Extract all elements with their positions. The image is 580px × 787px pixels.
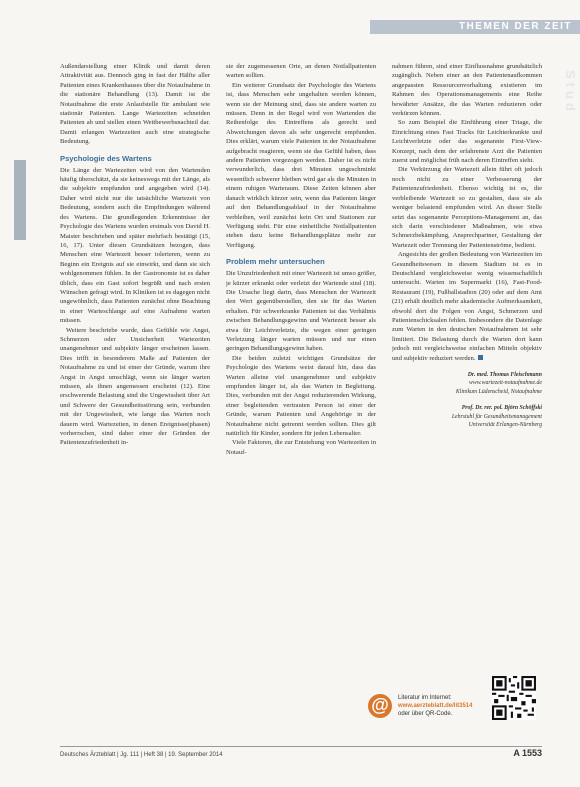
author-name: Prof. Dr. rer. pol. Björn Schöffski (461, 405, 542, 412)
paragraph: Die Länge der Wartezeiten wird von den Wartenden häufig überschätzt, da sie keineswegs mit der Länge, als die subjektiv empfunden und angegeben wird (14). Daher wird nicht nur die tatsächliche Wartezeit von Bedeutung, sondern auch die Empfindungen während des Wartens. Die grundlegenden Erkenntnisse der Psychologie des Wartens wurden erstmals von David H. Maister beschrieben und später mehrfach bestätigt (15, 16, 17). Unter diesen Grundsätzen bezogen, dass Menschen eine Wartezeit besser tolerieren, wenn zu Beginn ein Ereignis auf sie einwirkt, und dann sie sich wohlgenommen fühlen. In der Gastronomie ist es daher üblich, dass ein Gast sofort begrüßt und nach ersten Wünschen gefragt wird. In Kliniken ist es dagegen nicht ungewöhnlich, dass Patienten zunächst ohne Beachtung in einer Warteschlange auf eine Aufnahme warten müssen. (60, 166, 210, 325)
literature-box (368, 690, 538, 726)
author-affiliation: Universität Erlangen-Nürnberg (468, 422, 542, 429)
paragraph-text: Angesichts der großen Bedeutung von Wartezeiten im Gesundheitswesen in diesem Stadium ist es in Deutschland vergleichsweise wenig wissenschaftlich untersucht. Warten im Supermarkt (16), Fast-Food-Restaurant (19), Fußballstadion (20) oder auf dem Amt (21) erhält deutlich mehr akademische Aufmerksamkeit, obwohl dort die Folgen von Angst, Schmerzen und Patientenschicksalen fehlen. Insbesondere die Datenlage zum Warten in den deutschen Notaufnahmen ist sehr limitiert. Die Belastung durch die Warten dort kann jedoch mit vergleichsweise einfachen Mitteln objektiv und subjektiv reduziert werden. (392, 251, 542, 362)
page-footer (60, 746, 542, 763)
paragraph: Weitere beschriebe wurde, dass Gefühle wie Angst, Schmerzen oder Unsicherheit Wartezeiten unangenehmer und subjektiv länger erscheinen lassen. Dies trifft in besonderem Maße auf Patienten der Notaufnahme zu und ist einer der Gründe, warum ihre Angst in Angst umschlägt, wenn sie länger warten müssen, als ihnen angemessen erscheint (12). Eine erschwerende Belastung sind die Ungewissheit über Art und Schwere der Gesundheitsstörung sein, verbunden mit der Ungewissheit, wie lange das Warten noch dauern wird. Wartezeiten, in denen Ereignisse(phasen) vorherrschen, sind daher einer der Gründen der Patientenzufriedenheit in- (60, 326, 210, 447)
author-signature-2 (392, 404, 542, 429)
column-1 (60, 62, 210, 734)
author-signature-1 (392, 371, 542, 396)
page-header (0, 0, 580, 40)
paragraph: Die Unzufriedenheit mit einer Wartezeit ist umso größer, je kürzer erkrankt oder verletzt der Wartende sind (18). Die Ursache liegt darin, dass Menschen der Wartezeit den Wert gegenüberstellen, den sie für das Warten erhalten. Für schwerkranke Patienten ist das Verhältnis zwischen Behandlungsgewinn und Wartezeit besser als etwa für Leichtverletzte, die wegen einer geringen Verletzung länger warten müssen und nur einen geringen Behandlungsgewinn haben. (226, 270, 376, 353)
section-title: THEMEN DER ZEIT (458, 21, 572, 32)
section-heading-problem: Problem mehr untersuchen (226, 257, 325, 267)
literature-label: Literatur im Internet: (398, 695, 452, 701)
column-3 (392, 62, 542, 734)
paragraph: Außendarstellung einer Klinik und damit deren Attraktivität aus. Dennoch ging in fast der Hälfte aller Patienten eines Krankenhauses über die Notaufnahme in die stationäre Behandlung (13). Damit ist die Notaufnahme die erste Anlaufstelle für ambulant wie stationär Patienten. Lange Wartezeiten schneiden Patienten ab und stellen einen Wettbewerbsnachteil dar. Damit erlangen Wartezeiten auch eine strategische Bedeutung. (60, 63, 210, 146)
side-watermark: Stud (563, 70, 578, 115)
paragraph (392, 250, 542, 363)
qr-code-icon[interactable] (492, 676, 536, 720)
column-2 (226, 62, 376, 734)
paragraph: Die beiden zuletzt wichtigen Grundsätze der Psychologie des Wartens weist darauf hin, dass das Warten alleine viel unangenehmer und subjektiv empfunden länger ist, als das Warten in Begleitung. Dies, verbunden mit der Angst reduzierenden Wirkung, einer begleitenden vertrauten Person ist einer der Gründe, warum Patienten und Angehörige in der Notaufnahme nicht getrennt werden sollten. Dies gilt natürlich für Kinder, sondern für jeden Lebensalter. (226, 354, 376, 438)
literature-link[interactable]: www.aerzteblatt.de/lit3514 (398, 703, 473, 709)
author-affiliation: Klinikum Lüdenscheid, Notaufnahme (455, 388, 542, 395)
literature-text (398, 694, 486, 718)
author-affiliation: Lehrstuhl für Gesundheitsmanagement (451, 413, 542, 420)
paragraph: So zum Beispiel die Einführung einer Triage, die Einrichtung eines Fast Tracks für Leichterkrankte und Leichtverletzte oder das sogenannte First-View-Konzept, nach dem der erfahrenste Arzt die Patienten zuerst und möglichst früh nach deren Eintreffen sieht. (392, 119, 542, 165)
paragraph: Die Verkürzung der Wartezeit allein führt oft jedoch noch nicht zu einer Verbesserung der Patientenzufriedenheit. Ebenso wichtig ist es, die verbleibende Wartezeit so zu gestalten, dass sie als weniger belastend empfunden wird. An dieser Stelle setzt das sogenannte Perceptions-Management an, das sich darin verschiedener Maßnahmen, wie etwa Schmerzbekämpfung, Ansprechpartner, Gestaltung der Wartezeit oder Trennung der Patientenströme, bedient. (392, 166, 542, 249)
page-number: A 1553 (513, 748, 542, 758)
end-of-article-mark (478, 355, 483, 360)
section-heading-psychology: Psychologie des Wartens (60, 153, 152, 163)
paragraph: Viele Faktoren, die zur Entstehung von Wartezeiten in Notauf- (226, 439, 376, 456)
literature-note: oder über QR-Code. (398, 711, 453, 717)
at-icon: @ (368, 694, 392, 718)
article-body (60, 62, 542, 734)
author-affiliation: www.wartezeit-notaufnahme.de (469, 380, 542, 387)
paragraph: sie der zugemessenen Orte, an denen Notfallpatienten warten sollten. (226, 63, 376, 80)
binding-tab (14, 160, 26, 240)
author-name: Dr. med. Thomas Fleischmann (467, 372, 542, 378)
journal-citation: Deutsches Ärzteblatt | Jg. 111 | Heft 38 | 19. September 2014 (60, 752, 223, 758)
paragraph: Ein weiterer Grundsatz der Psychologie des Wartens ist, dass Menschen sehr ungehalten werden können, wenn sie der Meinung sind, dass sie andere warten zu müssen. Denn in der Regel wird von Wartenden die Reihenfolge des Eintreffens als gerecht und Abweichungen davon als sehr ungerecht empfunden. Dies erklärt, warum viele Patienten in der Notaufnahme aufgebracht reagieren, wenn sie das Gefühl haben, dass andere Patienten vorgezogen werden. Daher ist es nicht verwunderlich, dass drei Minuten ungeschminkt wesentlich schwerer bleiben wird gar als die Minuten in einem ruhigen Warteraum. Diese Zeiten können aber danach wirklich kürzer sein, wenn das Patienten länger auf den Behandlungsablauf in der Notaufnahme verbleiben, weil zunächst kein Ort und Stationen zur Verfügung steht. Für eine einheitliche Notfallpatienten stehen dazu keine Behandlungsplätze mehr zur Verfügung. (226, 81, 376, 249)
paragraph: nahmen führen, sind einer Einflussnahme grundsätzlich zugänglich. Neben einer an den Patientenaufkommen angepassten Ressourcenvorhaltung existieren im Rahmen des Operationsmanagements eine Reihe bewährter Ansätze, die das Warten reduzieren oder verkürzen können. (392, 63, 542, 118)
